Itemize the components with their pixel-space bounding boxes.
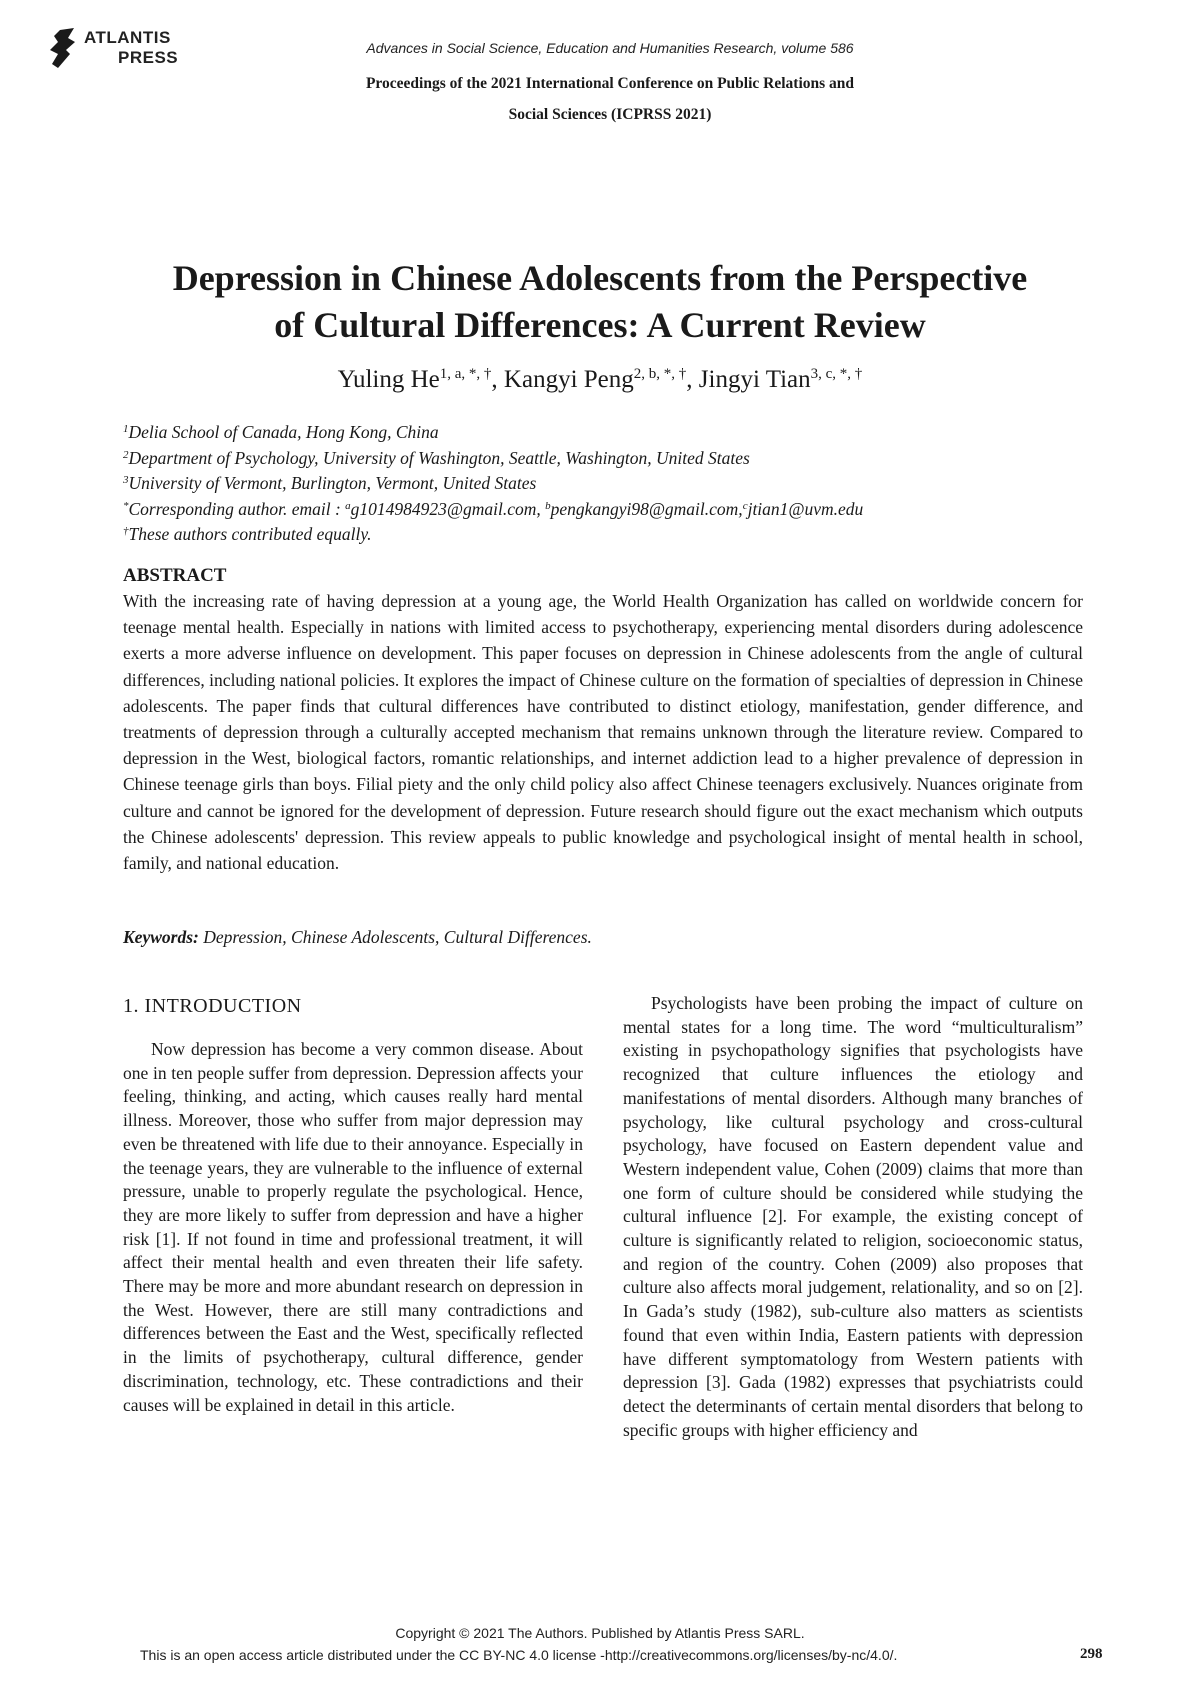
copyright-notice: Copyright © 2021 The Authors. Published by Atlantis Press SARL. bbox=[395, 1625, 805, 1641]
title-line2: of Cultural Differences: A Current Review bbox=[274, 305, 926, 345]
atlantis-logo-icon bbox=[48, 28, 78, 68]
logo-text-line1: ATLANTIS bbox=[84, 28, 171, 47]
keywords bbox=[123, 927, 1083, 948]
keywords-label: Keywords: bbox=[123, 927, 199, 947]
proceedings-line2: Social Sciences (ICPRSS 2021) bbox=[508, 106, 712, 123]
equal-contribution-note: †These authors contributed equally. bbox=[123, 524, 372, 544]
section-heading: 1. INTRODUCTION bbox=[123, 995, 302, 1017]
atlantis-press-logo bbox=[48, 26, 188, 74]
author-separator: , bbox=[686, 366, 699, 393]
author-list bbox=[60, 358, 1140, 396]
author-name: Jingyi Tian bbox=[698, 366, 811, 393]
abstract-heading: ABSTRACT bbox=[123, 565, 227, 586]
affiliation-item: $^1$Delia School of Canada, Hong Kong, China bbox=[123, 422, 439, 442]
author-separator: , bbox=[491, 366, 504, 393]
intro-paragraph-left: Now depression has become a very common disease. About one in ten people suffer from depression. Depression affects your feeling, thinking, and acting, which causes really hard mental illness. Moreover, those who suffer from major depression may even be threatened with life due to their annoyance. Especially in the teenage years, they are vulnerable to the influence of external pressure, unable to properly regulate the psychological. Hence, they are more likely to suffer from depression and have a higher risk [1]. If not found in time and professional treatment, it will affect their mental health and even threaten their life safety. There may be more and more abundant research on depression in the West. However, there are still many contradictions and differences between the East and the West, specifically reflected in the limits of psychotherapy, cultural difference, gender discrimination, technology, etc. These contradictions and their causes will be explained in detail in this article. bbox=[123, 1039, 583, 1415]
author-name: Yuling He bbox=[337, 366, 440, 393]
series-title: Advances in Social Science, Education and Humanities Research, volume 586 bbox=[366, 40, 854, 56]
abstract-text: With the increasing rate of having depression at a young age, the World Health Organization has called on worldwide concern for teenage mental health. Especially in nations with limited access to psychotherapy, experiencing mental disorders during adolescence exerts a more adverse influence on development. This paper focuses on depression in Chinese adolescents from the angle of cultural differences, including national policies. It explores the impact of Chinese culture on the formation of specialties of depression in Chinese adolescents. The paper finds that cultural differences have contributed to distinct etiology, manifestation, gender difference, and treatments of depression through a culturally accepted mechanism that remains unknown through the literature review. Compared to depression in the West, biological factors, romantic relationships, and internet addiction lead to a higher prevalence of depression in Chinese teenage girls than boys. Filial piety and the only child policy also affect Chinese teenagers exclusively. Nuances originate from culture and cannot be ignored for the development of depression. Future research should figure out the exact mechanism which outputs the Chinese adolescents' depression. This review appeals to public knowledge and psychological insight of mental health in school, family, and national education. bbox=[123, 591, 1083, 874]
email-link[interactable]: jtian1@uvm.edu bbox=[747, 498, 864, 519]
proceedings-line1: Proceedings of the 2021 International Conference on Public Relations and bbox=[365, 75, 855, 92]
logo-text-line2: PRESS bbox=[118, 48, 179, 67]
email-link[interactable]: pengkangyi98@gmail.com, bbox=[550, 498, 743, 519]
corresponding-author: *Corresponding author. email : $^a$g1014984923@gmail.com, $^b$pengkangyi98@gmail.com,$^c$jtian1@uvm.edu bbox=[123, 498, 864, 519]
author-superscript: 1, a, *, † bbox=[439, 366, 492, 382]
affiliations bbox=[123, 418, 1083, 546]
author-superscript: 2, b, *, † bbox=[633, 366, 687, 382]
intro-paragraph-right: Psychologists have been probing the impact of culture on mental states for a long time. The word “multiculturalism” existing in psychopathology signifies that psychologists have recognized that culture influences the etiology and manifestations of mental disorders. Although many branches of psychology, like cultural psychology and cross-cultural psychology, have focused on Eastern dependent value and Western independent value, Cohen (2009) claims that more than one form of culture should be considered while studying the cultural influence [2]. For example, the existing concept of culture is significantly related to religion, socioeconomic status, and region of the country. Cohen (2009) also proposes that culture also affects moral judgement, relationality, and so on [2]. In Gada’s study (1982), sub-culture also matters as scientists found that even within India, Eastern patients with depression have different symptomatology from Western patients with depression [3]. Gada (1982) expresses that psychiatrists could detect the determinants of certain mental disorders that belong to specific groups with higher efficiency and bbox=[623, 993, 1083, 1440]
author-name: Kangyi Peng bbox=[503, 366, 634, 393]
title-line1: Depression in Chinese Adolescents from the Perspective bbox=[172, 258, 1028, 298]
affiliation-item: $^2$Department of Psychology, University of Washington, Seattle, Washington, United States bbox=[123, 447, 750, 468]
paper-title bbox=[60, 255, 1140, 349]
page-number: 298 bbox=[1080, 1646, 1103, 1662]
keywords-value: Depression, Chinese Adolescents, Cultural Differences. bbox=[203, 927, 592, 947]
proceedings-title bbox=[300, 68, 920, 130]
author-superscript: 3, c, *, † bbox=[810, 366, 863, 382]
affiliation-item: $^3$University of Vermont, Burlington, Vermont, United States bbox=[123, 473, 537, 493]
email-link[interactable]: g1014984923@gmail.com, bbox=[350, 498, 546, 519]
license-notice: This is an open access article distributed under the CC BY-NC 4.0 license -http://creativecommons.org/licenses/by-nc/4.0/. bbox=[140, 1647, 898, 1663]
